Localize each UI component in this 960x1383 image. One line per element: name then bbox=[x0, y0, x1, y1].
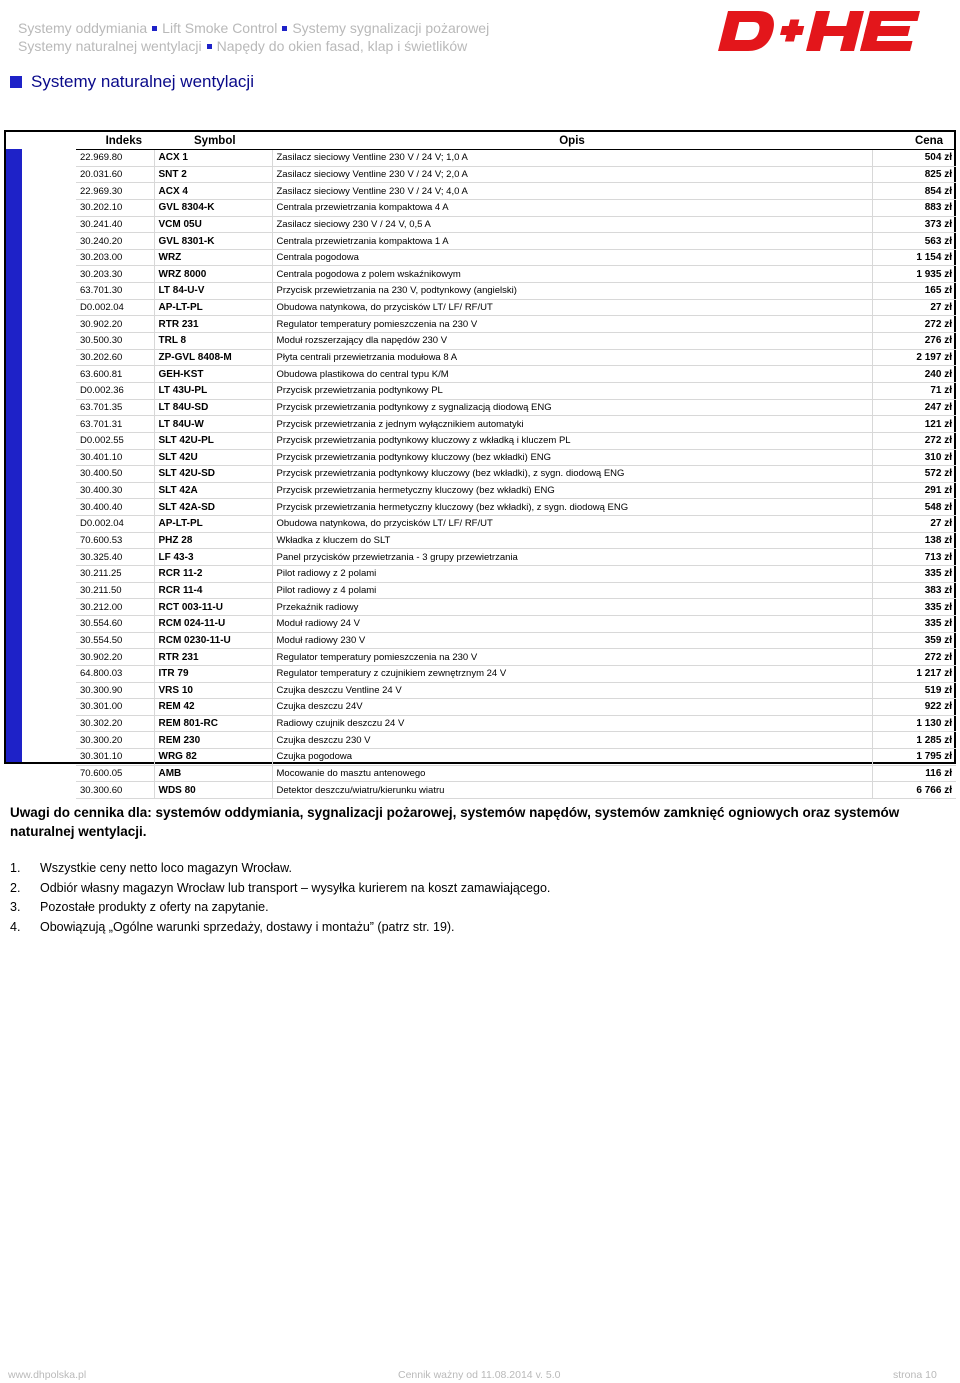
table-row bbox=[76, 665, 956, 682]
cell-cena: 71 zł bbox=[872, 382, 956, 399]
square-bullet-icon bbox=[10, 76, 22, 88]
note-number: 2. bbox=[10, 880, 21, 895]
cell-symbol: AMB bbox=[154, 765, 272, 782]
table-row bbox=[76, 549, 956, 566]
cell-cena: 272 zł bbox=[872, 432, 956, 449]
cell-indeks: 22.969.30 bbox=[76, 183, 154, 200]
header-line-1 bbox=[18, 20, 489, 36]
cell-opis: Przycisk przewietrzania podtynkowy z sygnalizacją diodową ENG bbox=[272, 399, 872, 416]
table-row bbox=[76, 715, 956, 732]
cell-symbol: LT 84U-W bbox=[154, 416, 272, 433]
cell-symbol: AP-LT-PL bbox=[154, 516, 272, 533]
cell-indeks: 30.400.30 bbox=[76, 482, 154, 499]
cell-indeks: 30.301.10 bbox=[76, 749, 154, 766]
cell-opis: Płyta centrali przewietrzania modułowa 8 A bbox=[272, 349, 872, 366]
table-row bbox=[76, 316, 956, 333]
table-row bbox=[76, 615, 956, 632]
cell-cena: 825 zł bbox=[872, 166, 956, 183]
cell-cena: 922 zł bbox=[872, 699, 956, 716]
header-item: Lift Smoke Control bbox=[162, 20, 278, 36]
cell-indeks: 30.902.20 bbox=[76, 316, 154, 333]
cell-indeks: D0.002.55 bbox=[76, 432, 154, 449]
footer-validity: Cennik ważny od 11.08.2014 v. 5.0 bbox=[398, 1369, 561, 1381]
cell-opis: Wkładka z kluczem do SLT bbox=[272, 532, 872, 549]
cell-symbol: SNT 2 bbox=[154, 166, 272, 183]
cell-symbol: LF 43-3 bbox=[154, 549, 272, 566]
cell-cena: 883 zł bbox=[872, 199, 956, 216]
note-item bbox=[10, 898, 910, 918]
cell-symbol: RCM 024-11-U bbox=[154, 615, 272, 632]
note-text: Odbiór własny magazyn Wrocław lub transport – wysyłka kurierem na koszt zamawiającego. bbox=[40, 880, 551, 895]
bullet-icon bbox=[152, 26, 157, 31]
cell-indeks: 30.400.40 bbox=[76, 499, 154, 516]
table-row bbox=[76, 732, 956, 749]
cell-cena: 310 zł bbox=[872, 449, 956, 466]
cell-symbol: WRG 82 bbox=[154, 749, 272, 766]
cell-opis: Panel przycisków przewietrzania - 3 grupy przewietrzania bbox=[272, 549, 872, 566]
note-item bbox=[10, 918, 910, 938]
note-item bbox=[10, 859, 910, 879]
cell-indeks: 30.325.40 bbox=[76, 549, 154, 566]
cell-opis: Przycisk przewietrzania hermetyczny kluczowy (bez wkładki), z sygn. diodową ENG bbox=[272, 499, 872, 516]
cell-cena: 138 zł bbox=[872, 532, 956, 549]
table-row bbox=[76, 466, 956, 483]
cell-indeks: 30.211.25 bbox=[76, 566, 154, 583]
cell-cena: 276 zł bbox=[872, 333, 956, 350]
table-row bbox=[76, 183, 956, 200]
table-row bbox=[76, 649, 956, 666]
table-row bbox=[76, 399, 956, 416]
price-table-frame bbox=[4, 130, 956, 796]
cell-cena: 504 zł bbox=[872, 150, 956, 167]
cell-cena: 1 130 zł bbox=[872, 715, 956, 732]
cell-indeks: 30.203.30 bbox=[76, 266, 154, 283]
table-row bbox=[76, 416, 956, 433]
cell-symbol: PHZ 28 bbox=[154, 532, 272, 549]
cell-indeks: 30.300.90 bbox=[76, 682, 154, 699]
note-text: Pozostałe produkty z oferty na zapytanie. bbox=[40, 900, 269, 914]
cell-opis: Przycisk przewietrzania podtynkowy kluczowy (bez wkładki), z sygn. diodową ENG bbox=[272, 466, 872, 483]
cell-indeks: 30.500.30 bbox=[76, 333, 154, 350]
cell-cena: 1 285 zł bbox=[872, 732, 956, 749]
table-row bbox=[76, 765, 956, 782]
cell-cena: 1 217 zł bbox=[872, 665, 956, 682]
cell-cena: 548 zł bbox=[872, 499, 956, 516]
bullet-icon bbox=[282, 26, 287, 31]
cell-opis: Przekaźnik radiowy bbox=[272, 599, 872, 616]
cell-symbol: REM 230 bbox=[154, 732, 272, 749]
header-item: Systemy sygnalizacji pożarowej bbox=[292, 20, 490, 36]
cell-symbol: ACX 1 bbox=[154, 150, 272, 167]
cell-opis: Centrala pogodowa bbox=[272, 249, 872, 266]
note-number: 1. bbox=[10, 861, 21, 875]
cell-symbol: REM 801-RC bbox=[154, 715, 272, 732]
cell-cena: 116 zł bbox=[872, 765, 956, 782]
column-header-symbol: Symbol bbox=[154, 132, 272, 150]
table-row bbox=[76, 682, 956, 699]
header-item: Systemy naturalnej wentylacji bbox=[18, 38, 202, 54]
table-row bbox=[76, 699, 956, 716]
cell-opis: Moduł rozszerzający dla napędów 230 V bbox=[272, 333, 872, 350]
cell-symbol: REM 42 bbox=[154, 699, 272, 716]
footer-url-link[interactable]: www.dhpolska.pl bbox=[8, 1369, 87, 1381]
note-number: 4. bbox=[10, 919, 21, 934]
cell-cena: 563 zł bbox=[872, 233, 956, 250]
cell-opis: Zasilacz sieciowy Ventline 230 V / 24 V; 2,0 A bbox=[272, 166, 872, 183]
cell-indeks: 30.300.20 bbox=[76, 732, 154, 749]
header-line-2 bbox=[18, 38, 467, 54]
cell-symbol: GVL 8301-K bbox=[154, 233, 272, 250]
cell-symbol: SLT 42U-PL bbox=[154, 432, 272, 449]
cell-cena: 272 zł bbox=[872, 649, 956, 666]
note-number: 3. bbox=[10, 900, 21, 914]
cell-symbol: ITR 79 bbox=[154, 665, 272, 682]
cell-opis: Pilot radiowy z 2 polami bbox=[272, 566, 872, 583]
cell-indeks: 30.554.60 bbox=[76, 615, 154, 632]
cell-cena: 854 zł bbox=[872, 183, 956, 200]
cell-indeks: 30.400.50 bbox=[76, 466, 154, 483]
cell-symbol: AP-LT-PL bbox=[154, 299, 272, 316]
cell-cena: 335 zł bbox=[872, 599, 956, 616]
section-title bbox=[10, 72, 254, 92]
cell-symbol: WRZ 8000 bbox=[154, 266, 272, 283]
section-title-text: Systemy naturalnej wentylacji bbox=[31, 72, 254, 91]
cell-symbol: VRS 10 bbox=[154, 682, 272, 699]
table-row bbox=[76, 233, 956, 250]
cell-opis: Obudowa natynkowa, do przycisków LT/ LF/ RF/UT bbox=[272, 299, 872, 316]
header-item: Napędy do okien fasad, klap i świetlików bbox=[216, 38, 468, 54]
dh-logo-icon bbox=[714, 3, 950, 59]
cell-cena: 359 zł bbox=[872, 632, 956, 649]
table-row bbox=[76, 382, 956, 399]
cell-cena: 335 zł bbox=[872, 566, 956, 583]
cell-opis: Regulator temperatury z czujnikiem zewnętrznym 24 V bbox=[272, 665, 872, 682]
cell-opis: Przycisk przewietrzania hermetyczny kluczowy (bez wkładki) ENG bbox=[272, 482, 872, 499]
cell-cena: 291 zł bbox=[872, 482, 956, 499]
cell-cena: 27 zł bbox=[872, 299, 956, 316]
note-item bbox=[10, 879, 910, 899]
cell-opis: Przycisk przewietrzania podtynkowy kluczowy (bez wkładki) ENG bbox=[272, 449, 872, 466]
cell-symbol: RCR 11-4 bbox=[154, 582, 272, 599]
cell-indeks: 30.554.50 bbox=[76, 632, 154, 649]
cell-cena: 27 zł bbox=[872, 516, 956, 533]
cell-cena: 1 795 zł bbox=[872, 749, 956, 766]
notes-list bbox=[10, 859, 910, 937]
table-row bbox=[76, 299, 956, 316]
table-row bbox=[76, 566, 956, 583]
cell-indeks: 30.241.40 bbox=[76, 216, 154, 233]
table-row bbox=[76, 333, 956, 350]
cell-symbol: RCR 11-2 bbox=[154, 566, 272, 583]
price-notes bbox=[10, 803, 910, 937]
cell-opis: Obudowa natynkowa, do przycisków LT/ LF/ RF/UT bbox=[272, 516, 872, 533]
cell-indeks: 70.600.05 bbox=[76, 765, 154, 782]
cell-opis: Mocowanie do masztu antenowego bbox=[272, 765, 872, 782]
cell-opis: Radiowy czujnik deszczu 24 V bbox=[272, 715, 872, 732]
cell-indeks: 20.031.60 bbox=[76, 166, 154, 183]
cell-opis: Czujka deszczu 24V bbox=[272, 699, 872, 716]
cell-symbol: ACX 4 bbox=[154, 183, 272, 200]
table-row bbox=[76, 166, 956, 183]
cell-indeks: 70.600.53 bbox=[76, 532, 154, 549]
cell-opis: Czujka pogodowa bbox=[272, 749, 872, 766]
cell-cena: 6 766 zł bbox=[872, 782, 956, 799]
cell-cena: 519 zł bbox=[872, 682, 956, 699]
cell-symbol: WRZ bbox=[154, 249, 272, 266]
note-text: Obowiązują „Ogólne warunki sprzedaży, dostawy i montażu” (patrz str. 19). bbox=[40, 919, 455, 934]
table-row bbox=[76, 266, 956, 283]
footer-page-number: strona 10 bbox=[893, 1369, 937, 1381]
cell-symbol: VCM 05U bbox=[154, 216, 272, 233]
cell-symbol: LT 43U-PL bbox=[154, 382, 272, 399]
cell-indeks: 30.202.60 bbox=[76, 349, 154, 366]
table-row bbox=[76, 349, 956, 366]
cell-cena: 373 zł bbox=[872, 216, 956, 233]
cell-opis: Centrala przewietrzania kompaktowa 1 A bbox=[272, 233, 872, 250]
cell-opis: Zasilacz sieciowy Ventline 230 V / 24 V; 1,0 A bbox=[272, 150, 872, 167]
cell-indeks: 30.300.60 bbox=[76, 782, 154, 799]
cell-indeks: D0.002.36 bbox=[76, 382, 154, 399]
table-row bbox=[76, 516, 956, 533]
price-table bbox=[76, 132, 956, 799]
cell-cena: 121 zł bbox=[872, 416, 956, 433]
cell-cena: 272 zł bbox=[872, 316, 956, 333]
cell-symbol: RCM 0230-11-U bbox=[154, 632, 272, 649]
cell-indeks: 22.969.80 bbox=[76, 150, 154, 167]
table-row bbox=[76, 582, 956, 599]
cell-cena: 1 154 zł bbox=[872, 249, 956, 266]
cell-opis: Przycisk przewietrzania na 230 V, podtynkowy (angielski) bbox=[272, 283, 872, 300]
table-row bbox=[76, 482, 956, 499]
cell-indeks: D0.002.04 bbox=[76, 516, 154, 533]
cell-opis: Czujka deszczu Ventline 24 V bbox=[272, 682, 872, 699]
notes-intro: Uwagi do cennika dla: systemów oddymiania, sygnalizacji pożarowej, systemów napędów, systemów zamknięć ogniowych oraz systemów naturalnej wentylacji. bbox=[10, 805, 900, 839]
table-row bbox=[76, 249, 956, 266]
cell-cena: 247 zł bbox=[872, 399, 956, 416]
table-row bbox=[76, 216, 956, 233]
cell-symbol: RTR 231 bbox=[154, 316, 272, 333]
cell-indeks: 63.701.31 bbox=[76, 416, 154, 433]
cell-indeks: 30.211.50 bbox=[76, 582, 154, 599]
table-row bbox=[76, 449, 956, 466]
cell-opis: Regulator temperatury pomieszczenia na 230 V bbox=[272, 649, 872, 666]
cell-indeks: 64.800.03 bbox=[76, 665, 154, 682]
cell-cena: 572 zł bbox=[872, 466, 956, 483]
cell-indeks: 30.401.10 bbox=[76, 449, 154, 466]
table-row bbox=[76, 199, 956, 216]
column-header-cena: Cena bbox=[872, 132, 956, 150]
cell-symbol: ZP-GVL 8408-M bbox=[154, 349, 272, 366]
blue-side-strip bbox=[6, 149, 22, 762]
cell-indeks: 30.212.00 bbox=[76, 599, 154, 616]
cell-cena: 383 zł bbox=[872, 582, 956, 599]
cell-symbol: WDS 80 bbox=[154, 782, 272, 799]
table-row bbox=[76, 283, 956, 300]
table-row bbox=[76, 432, 956, 449]
cell-opis: Regulator temperatury pomieszczenia na 230 V bbox=[272, 316, 872, 333]
cell-indeks: 63.600.81 bbox=[76, 366, 154, 383]
cell-cena: 713 zł bbox=[872, 549, 956, 566]
cell-symbol: TRL 8 bbox=[154, 333, 272, 350]
cell-opis: Czujka deszczu 230 V bbox=[272, 732, 872, 749]
cell-opis: Przycisk przewietrzania podtynkowy kluczowy z wkładką i kluczem PL bbox=[272, 432, 872, 449]
cell-indeks: 30.203.00 bbox=[76, 249, 154, 266]
cell-indeks: 30.202.10 bbox=[76, 199, 154, 216]
cell-indeks: 30.302.20 bbox=[76, 715, 154, 732]
cell-cena: 165 zł bbox=[872, 283, 956, 300]
note-text: Wszystkie ceny netto loco magazyn Wrocław. bbox=[40, 861, 292, 875]
table-row bbox=[76, 782, 956, 799]
cell-opis: Przycisk przewietrzania podtynkowy PL bbox=[272, 382, 872, 399]
table-row bbox=[76, 150, 956, 167]
table-row bbox=[76, 366, 956, 383]
dh-logo bbox=[714, 3, 950, 59]
cell-opis: Centrala pogodowa z polem wskaźnikowym bbox=[272, 266, 872, 283]
cell-symbol: LT 84U-SD bbox=[154, 399, 272, 416]
cell-symbol: SLT 42U bbox=[154, 449, 272, 466]
cell-indeks: D0.002.04 bbox=[76, 299, 154, 316]
cell-cena: 335 zł bbox=[872, 615, 956, 632]
cell-symbol: RCT 003-11-U bbox=[154, 599, 272, 616]
cell-cena: 1 935 zł bbox=[872, 266, 956, 283]
cell-indeks: 63.701.35 bbox=[76, 399, 154, 416]
table-row bbox=[76, 599, 956, 616]
header-item: Systemy oddymiania bbox=[18, 20, 148, 36]
cell-symbol: SLT 42A bbox=[154, 482, 272, 499]
cell-indeks: 63.701.30 bbox=[76, 283, 154, 300]
cell-opis: Obudowa plastikowa do central typu K/M bbox=[272, 366, 872, 383]
table-row bbox=[76, 532, 956, 549]
cell-symbol: SLT 42U-SD bbox=[154, 466, 272, 483]
cell-cena: 240 zł bbox=[872, 366, 956, 383]
cell-symbol: SLT 42A-SD bbox=[154, 499, 272, 516]
cell-symbol: GEH-KST bbox=[154, 366, 272, 383]
cell-opis: Centrala przewietrzania kompaktowa 4 A bbox=[272, 199, 872, 216]
cell-indeks: 30.240.20 bbox=[76, 233, 154, 250]
cell-opis: Przycisk przewietrzania z jednym wyłącznikiem automatyki bbox=[272, 416, 872, 433]
cell-opis: Zasilacz sieciowy 230 V / 24 V, 0,5 A bbox=[272, 216, 872, 233]
column-header-opis: Opis bbox=[272, 132, 872, 150]
cell-opis: Moduł radiowy 230 V bbox=[272, 632, 872, 649]
cell-opis: Zasilacz sieciowy Ventline 230 V / 24 V; 4,0 A bbox=[272, 183, 872, 200]
cell-indeks: 30.902.20 bbox=[76, 649, 154, 666]
bullet-icon bbox=[207, 44, 212, 49]
cell-opis: Pilot radiowy z 4 polami bbox=[272, 582, 872, 599]
table-row bbox=[76, 499, 956, 516]
table-header-row bbox=[76, 132, 956, 150]
cell-symbol: LT 84-U-V bbox=[154, 283, 272, 300]
table-row bbox=[76, 632, 956, 649]
cell-opis: Detektor deszczu/wiatru/kierunku wiatru bbox=[272, 782, 872, 799]
cell-symbol: RTR 231 bbox=[154, 649, 272, 666]
cell-indeks: 30.301.00 bbox=[76, 699, 154, 716]
table-row bbox=[76, 749, 956, 766]
cell-cena: 2 197 zł bbox=[872, 349, 956, 366]
cell-symbol: GVL 8304-K bbox=[154, 199, 272, 216]
cell-opis: Moduł radiowy 24 V bbox=[272, 615, 872, 632]
column-header-indeks: Indeks bbox=[76, 132, 154, 150]
